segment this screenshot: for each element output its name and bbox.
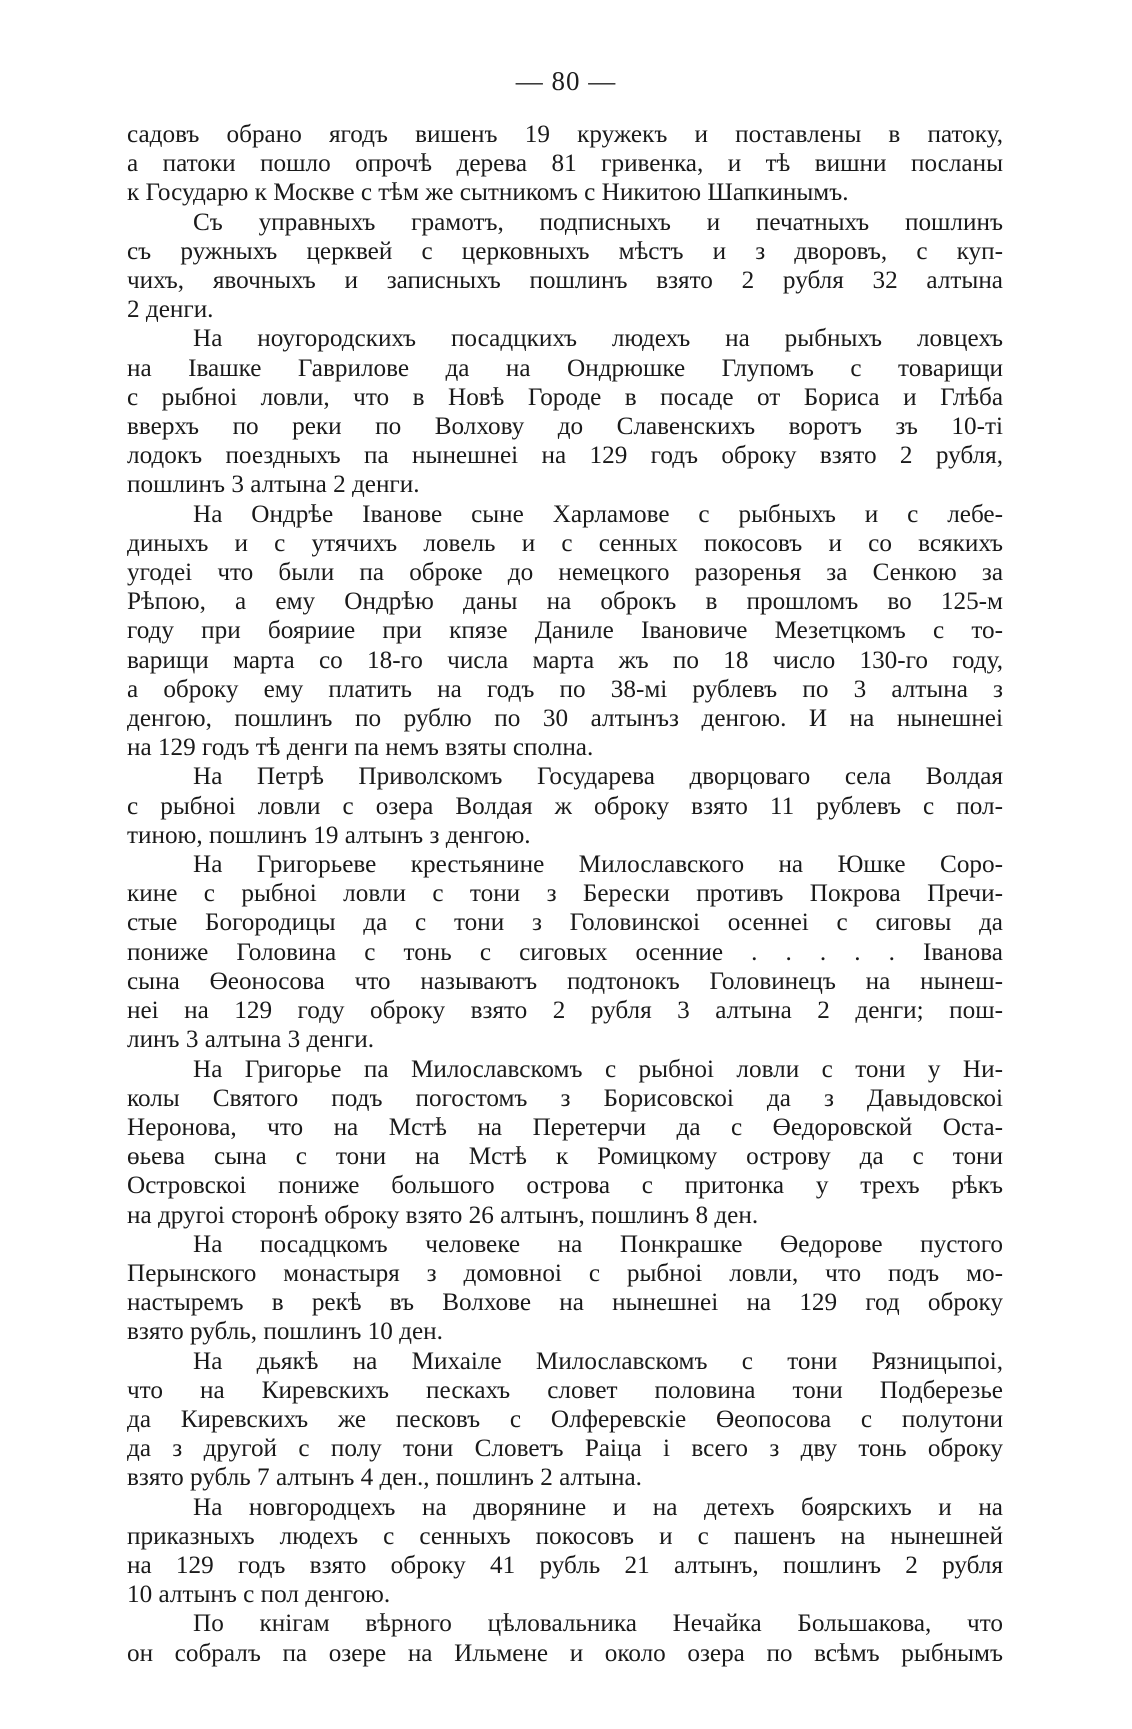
body-text [127,120,1003,1668]
text-line: линъ 3 алтына 3 денги. [127,1026,375,1054]
text-line: на Івашке Гаврилове да на Ондрюшке Глупомъ с товарищи [127,354,1003,382]
text-line: а патоки пошло опрочѣ дерева 81 гривенка, и тѣ вишни посланы [127,150,1003,178]
text-line: На ноугородскихъ посадцкихъ людехъ на рыбныхъ ловцехъ [193,325,1003,353]
text-line: На Григорье па Милославскомъ с рыбноі ловли с тони у Ни- [193,1055,1003,1083]
text-line: стые Богородицы да с тони з Головинскоі осеннеі с сиговы да [127,909,1003,937]
text-line: садовъ обрано ягодъ вишенъ 19 кружекъ и поставлены в патоку, [127,121,1003,148]
text-line: неі на 129 году оброку взято 2 рубля 3 алтына 2 денги; пош- [127,997,1003,1025]
text-line: да Киревскихъ же песковъ с Олферевскіе Өеопосова с полутони [127,1405,1003,1433]
text-line: пошлинъ 3 алтына 2 денги. [127,471,420,499]
text-line: Островскоі пониже большого острова с притонка у трехъ рѣкъ [127,1172,1003,1200]
text-line: а оброку ему платить на годъ по 38-мі рублевъ по 3 алтына з [127,675,1003,703]
text-line: Перынского монастыря з домовноі с рыбноі ловли, что подъ мо- [127,1259,1003,1287]
text-line: колы Святого подъ погостомъ з Борисовскоі да з Давыдовскоі [127,1084,1003,1112]
text-line: что на Киревскихъ пескахъ словет половина тони Подберезье [127,1376,1003,1404]
text-line: На Ондрѣе Іванове сыне Харламове с рыбныхъ и с лебе- [193,500,1003,528]
text-line: на 129 годъ взято оброку 41 рубль 21 алтынъ, пошлинъ 2 рубля [127,1551,1003,1579]
text-line: на другоі сторонѣ оброку взято 26 алтынъ, пошлинъ 8 ден. [127,1201,759,1229]
text-line: настыремъ в рекѣ въ Волхове на нынешнеі на 129 год оброку [127,1289,1003,1317]
text-line: к Государю к Москве с тѣм же сытникомъ с Никитою Шапкинымъ. [127,179,849,207]
text-line: взято рубль 7 алтынъ 4 ден., пошлинъ 2 алтына. [127,1464,642,1492]
text-line: вверхъ по реки по Волхову до Славенскихъ воротъ зъ 10-ті [127,413,1003,441]
text-line: На Григорьеве крестьянине Милославского на Юшке Соро- [193,851,1003,879]
text-line: На дьякѣ на Михаіле Милославскомъ с тони Рязницыпоі, [193,1347,1003,1375]
text-line: да з другой с полу тони Словетъ Раіца і всего з дву тонь оброку [127,1435,1003,1463]
text-line: диныхъ и с утячихъ ловель и с сенных покосовъ и со всякихъ [127,529,1003,557]
text-line: өьева сына с тони на Мстѣ к Ромицкому острову да с тони [127,1143,1003,1171]
text-line: варищи марта со 18-го числа марта жъ по 18 число 130-го году, [127,646,1003,674]
text-line: По кнігам вѣрного цѣловальника Нечайка Большакова, что [193,1610,1003,1638]
text-line: тиною, пошлинъ 19 алтынъ з денгою. [127,821,531,849]
text-line: приказныхъ людехъ с сенныхъ покосовъ и с пашенъ на нынешней [127,1522,1003,1550]
text-line: пониже Головина с тонь с сиговых осенние . . . . . Іванова [127,938,1003,966]
text-line: На посадцкомъ человеке на Понкрашке Өедорове пустого [193,1230,1003,1258]
text-line: взято рубль, пошлинъ 10 ден. [127,1318,443,1346]
text-line: угодеі что были па оброке до немецкого разоренья за Сенкою за [127,559,1003,587]
text-line: На Петрѣ Приволскомъ Государева дворцоваго села Волдая [193,763,1003,791]
text-line: с рыбноі ловли, что в Новѣ Городе в посаде от Бориса и Глѣба [127,383,1003,411]
text-line: с рыбноі ловли с озера Волдая ж оброку взято 11 рублевъ с пол- [127,792,1003,820]
text-line: сына Өеоносова что называютъ подтонокъ Головинецъ на нынеш- [127,967,1003,995]
page-number: — 80 — [515,66,617,96]
text-line: он собралъ па озере на Ильмене и около озера по всѣмъ рыбнымъ [127,1639,1003,1667]
text-line: кине с рыбноі ловли с тони з Берески противъ Покрова Пречи- [127,880,1003,908]
text-line: Съ управныхъ грамотъ, подписныхъ и печатныхъ пошлинъ [193,208,1003,236]
text-line: съ ружныхъ церквей с церковныхъ мѣстъ и з дворовъ, с куп- [127,237,1003,265]
text-line: денгою, пошлинъ по рублю по 30 алтынъз денгою. И на нынешнеі [127,705,1003,733]
text-line: году при бояриие при кпязе Даниле Івановиче Мезетцкомъ с то- [127,617,1003,645]
text-line: Рѣпою, а ему Ондрѣю даны на оброкъ в прошломъ во 125-м [127,588,1003,616]
text-line: чихъ, явочныхъ и записныхъ пошлинъ взято 2 рубля 32 алтына [127,267,1003,295]
text-line: 10 алтынъ с пол денгою. [127,1581,391,1609]
text-line: на 129 годъ тѣ денги па немъ взяты сполна. [127,734,594,762]
text-line: Неронова, что на Мстѣ на Перетерчи да с Өедоровской Оста- [127,1113,1003,1141]
text-line: На новгородцехъ на дворянине и на детехъ боярскихъ и на [193,1493,1003,1521]
text-line: 2 денги. [127,296,214,324]
text-line: лодокъ поездныхъ па нынешнеі на 129 годъ оброку взято 2 рубля, [127,442,1003,470]
